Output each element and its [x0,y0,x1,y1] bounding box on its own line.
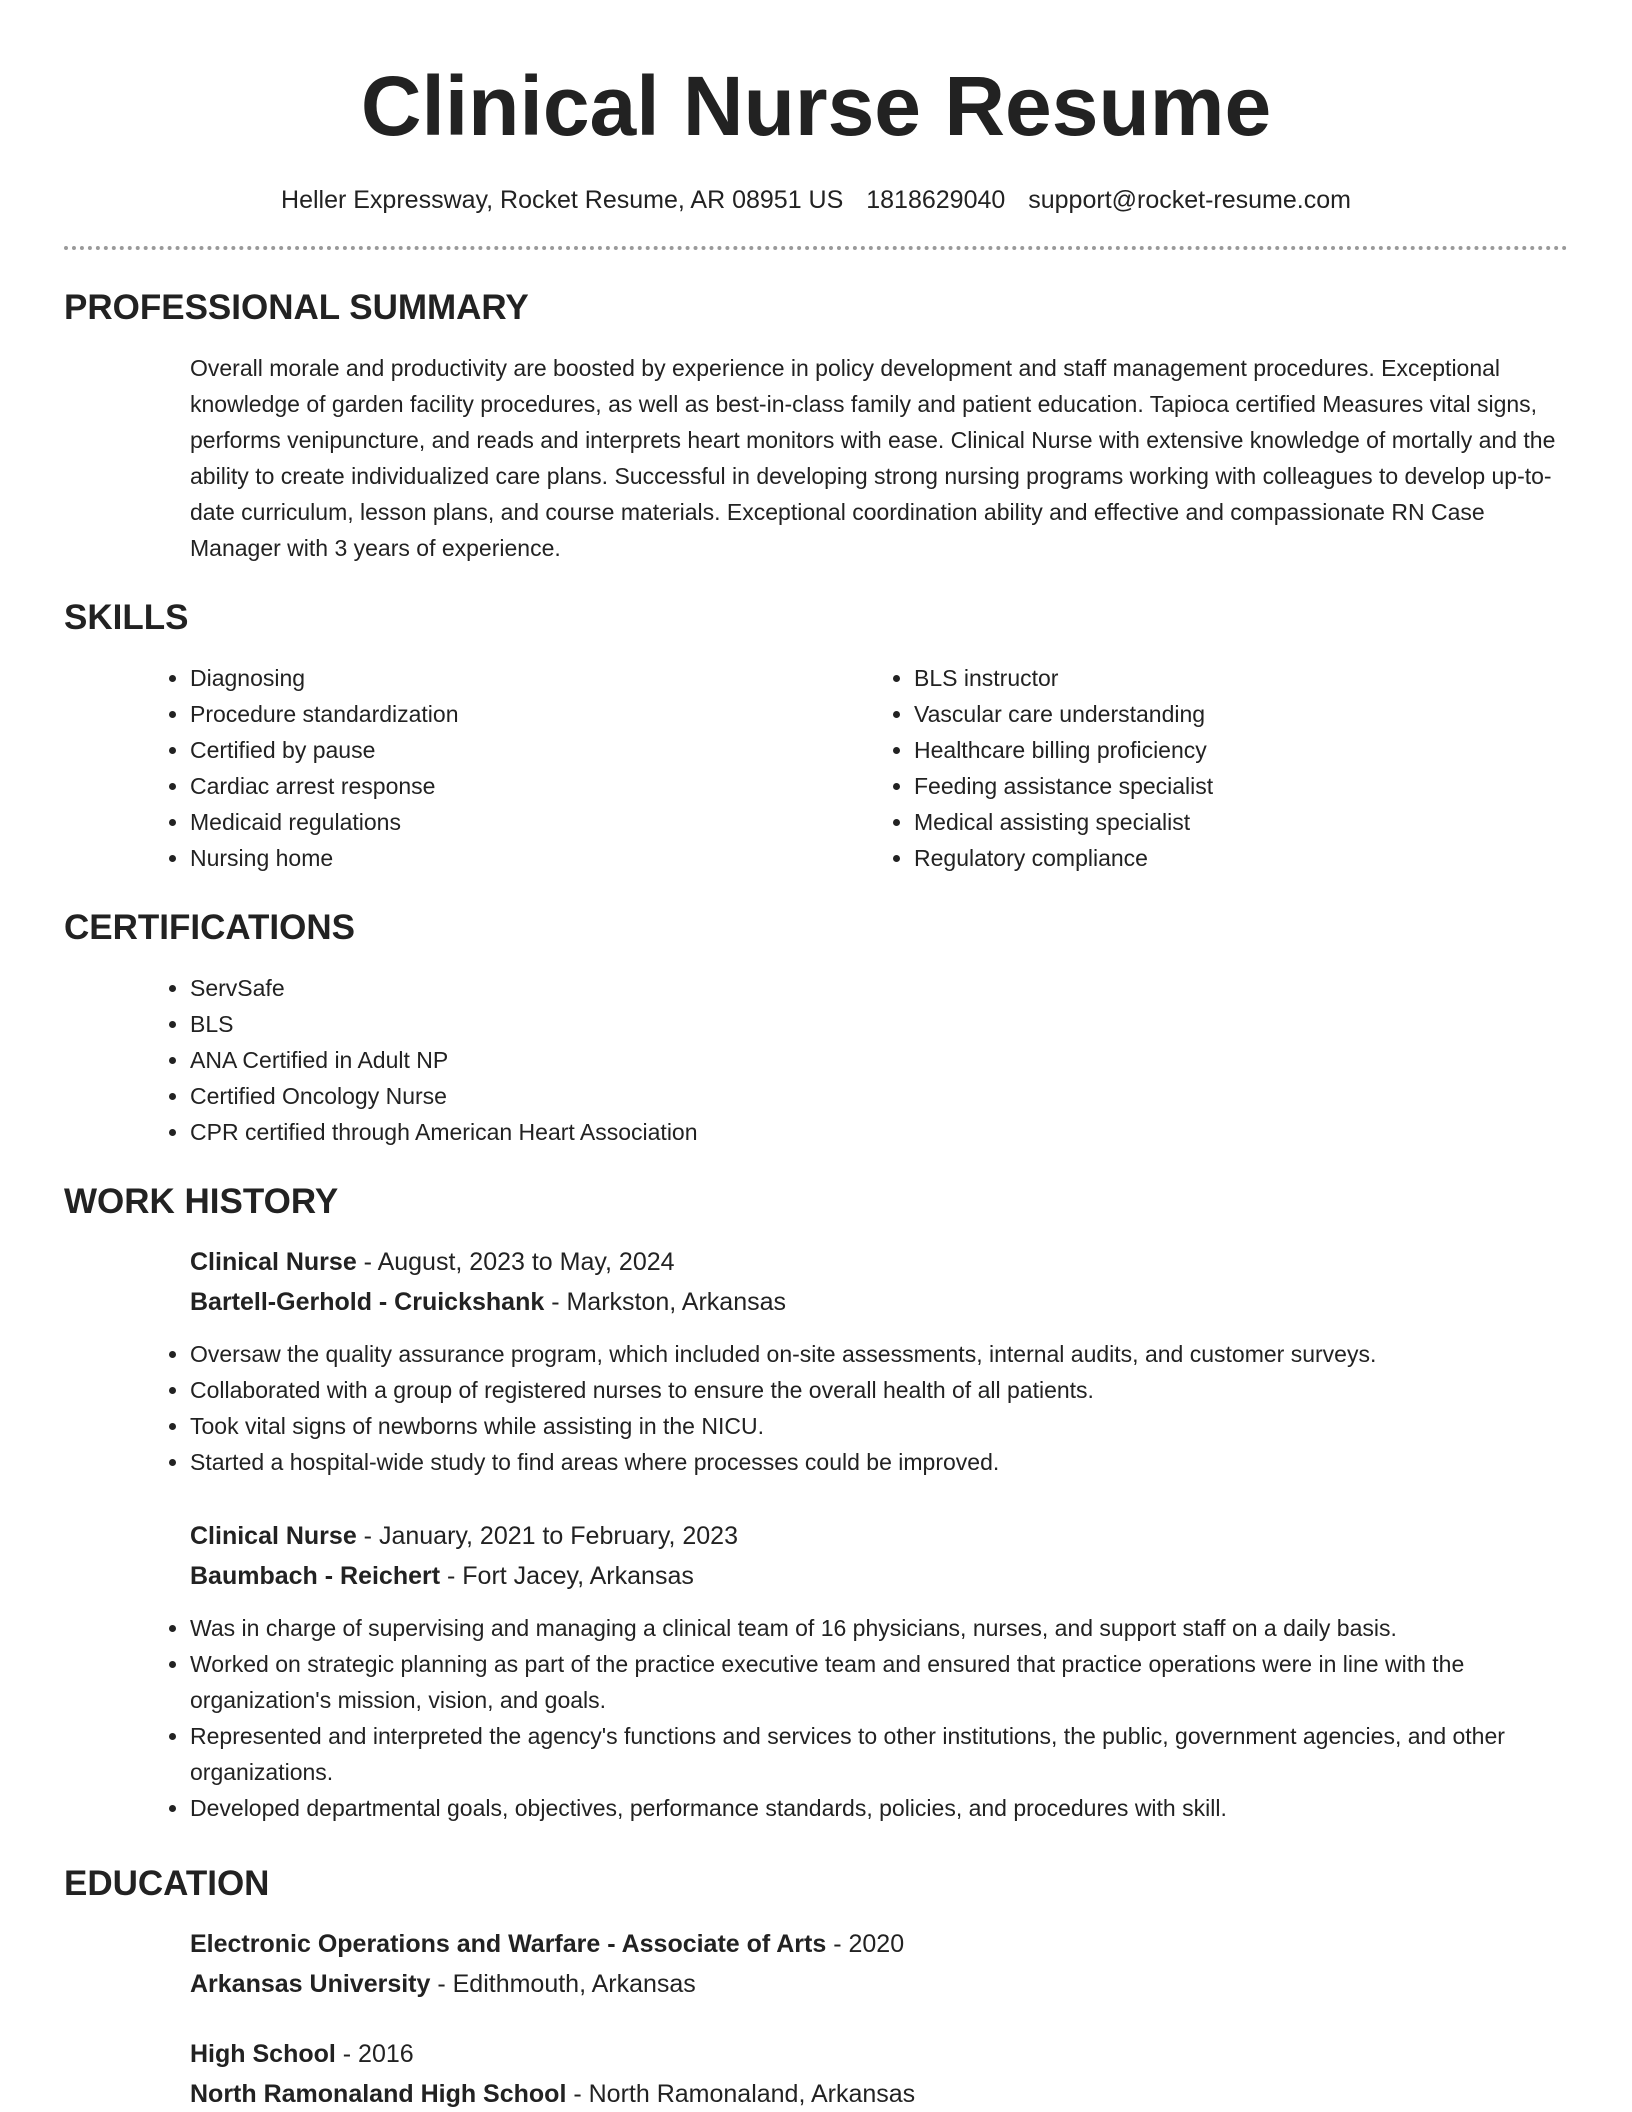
skill-item: • Procedure standardization [190,696,870,732]
education-year: - 2016 [335,2040,414,2068]
education-school: North Ramonaland High School [190,2080,567,2108]
skill-item: • Feeding assistance specialist [914,768,1594,804]
certification-item: • ANA Certified in Adult NP [190,1042,1568,1078]
skill-item: • Cardiac arrest response [190,768,870,804]
education-entry [190,2034,1568,2112]
education-year: - 2020 [826,1930,905,1958]
job-location: - Markston, Arkansas [544,1288,786,1316]
skills-list-right [870,660,1594,876]
education-degree: Electronic Operations and Warfare - Associate of Arts [190,1930,827,1958]
certification-item: • BLS [190,1006,1568,1042]
job-entry [190,1242,1568,1480]
education-school: Arkansas University [190,1970,431,1998]
job-duty: • Worked on strategic planning as part of the practice executive team and ensured that practice operations were in line with the organization's mission, vision, and goals. [190,1646,1568,1718]
education-degree-line [190,2034,1568,2074]
page-title: Clinical Nurse Resume [360,59,1272,153]
skill-item: • Diagnosing [190,660,870,696]
certifications-list [146,970,1568,1150]
job-role: Clinical Nurse [190,1248,357,1276]
education-school-line [190,2074,1568,2112]
contact-phone: 1818629040 [866,186,1006,214]
education-school-line [190,1964,1568,2004]
skills-heading: SKILLS [64,598,189,637]
job-dates: - August, 2023 to May, 2024 [356,1248,675,1276]
work-history-heading: WORK HISTORY [64,1182,339,1221]
job-company-line [190,1282,1568,1322]
job-duty: • Took vital signs of newborns while assisting in the NICU. [190,1408,1568,1444]
skill-item: • Healthcare billing proficiency [914,732,1594,768]
contact-address: Heller Expressway, Rocket Resume, AR 08951 US [281,186,844,214]
resume-header [64,0,1568,250]
certification-item: • CPR certified through American Heart Association [190,1114,1568,1150]
job-location: - Fort Jacey, Arkansas [440,1562,694,1590]
job-company: Bartell-Gerhold - Cruickshank [190,1288,545,1316]
job-title-line [190,1516,1568,1556]
job-duty: • Collaborated with a group of registered nurses to ensure the overall health of all patients. [190,1372,1568,1408]
job-duties [146,1336,1568,1480]
job-duty: • Represented and interpreted the agency's functions and services to other institutions, the public, government agencies, and other organizations. [190,1718,1568,1790]
skill-item: • Medical assisting specialist [914,804,1594,840]
skill-item: • Vascular care understanding [914,696,1594,732]
certifications-section [64,906,1568,1150]
skills-section [64,596,1568,876]
education-entry [190,1924,1568,2004]
education-degree-line [190,1924,1568,1964]
job-company: Baumbach - Reichert [190,1562,441,1590]
certification-item: • Certified Oncology Nurse [190,1078,1568,1114]
job-duties [146,1610,1568,1826]
job-entry [190,1516,1568,1826]
work-history-section [64,1180,1568,1826]
education-section [64,1862,1568,2112]
education-heading: EDUCATION [64,1864,270,1903]
skills-list-left [146,660,870,876]
job-duty: • Oversaw the quality assurance program, which included on-site assessments, internal audits, and customer surveys. [190,1336,1568,1372]
skill-item: • Nursing home [190,840,870,876]
certification-item: • ServSafe [190,970,1568,1006]
contact-email: support@rocket-resume.com [1028,186,1351,214]
certifications-heading: CERTIFICATIONS [64,908,356,947]
skill-item: • BLS instructor [914,660,1594,696]
skill-item: • Certified by pause [190,732,870,768]
education-location: - North Ramonaland, Arkansas [566,2080,916,2108]
job-title-line [190,1242,1568,1282]
education-location: - Edithmouth, Arkansas [430,1970,696,1998]
summary-section [64,286,1568,566]
job-duty: • Started a hospital-wide study to find areas where processes could be improved. [190,1444,1568,1480]
summary-text: Overall morale and productivity are boosted by experience in policy development and staff management procedures. Exceptional knowledge of garden facility procedures, as well as best-in-class family and patient education. Tapioca certified Measures vital signs, performs venipuncture, and reads and interprets heart monitors with ease. Clinical Nurse with extensive knowledge of mortally and the ability to create individualized care plans. Successful in developing strong nursing programs working with colleagues to develop up-to-date curriculum, lesson plans, and course materials. Exceptional coordination ability and effective and compassionate RN Case Manager with 3 years of experience. [190,355,1556,561]
skill-item: • Medicaid regulations [190,804,870,840]
job-dates: - January, 2021 to February, 2023 [356,1522,738,1550]
job-company-line [190,1556,1568,1596]
contact-line [64,184,1568,216]
job-duty: • Was in charge of supervising and managing a clinical team of 16 physicians, nurses, and support staff on a daily basis. [190,1610,1568,1646]
skill-item: • Regulatory compliance [914,840,1594,876]
summary-heading: PROFESSIONAL SUMMARY [64,288,529,327]
job-duty: • Developed departmental goals, objectives, performance standards, policies, and procedures with skill. [190,1790,1568,1826]
header-divider [64,246,1568,250]
job-role: Clinical Nurse [190,1522,357,1550]
education-degree: High School [190,2040,336,2068]
